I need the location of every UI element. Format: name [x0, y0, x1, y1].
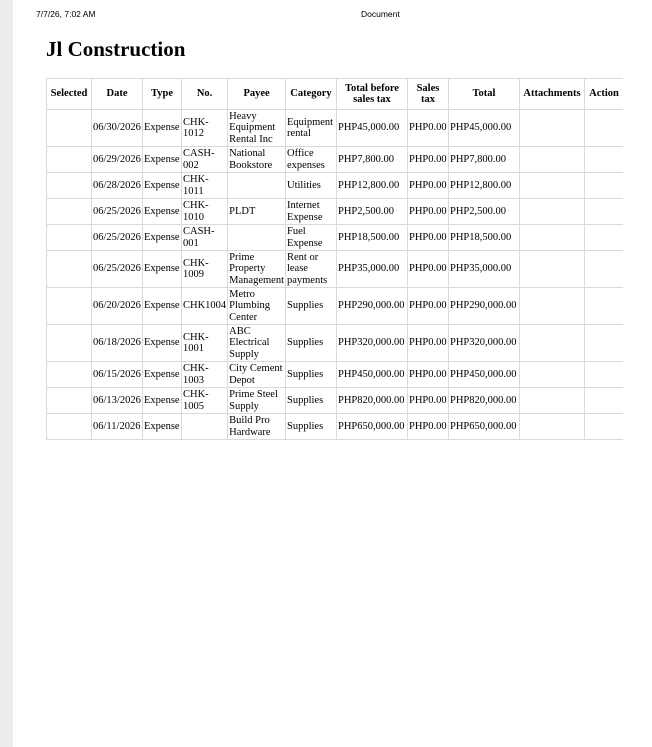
table-row: [47, 414, 623, 440]
table-row: [47, 173, 623, 199]
cell-attachments: [519, 251, 584, 288]
table-row: [47, 199, 623, 225]
table-row: [47, 251, 623, 288]
cell-date: 06/30/2026: [92, 110, 143, 147]
cell-total-before-tax: PHP820,000.00: [336, 388, 407, 414]
cell-type: Expense: [143, 325, 182, 362]
cell-total: PHP18,500.00: [448, 225, 519, 251]
cell-type: Expense: [143, 288, 182, 325]
cell-total: PHP2,500.00: [448, 199, 519, 225]
cell-category: Supplies: [285, 325, 336, 362]
cell-number: CHK-1011: [182, 173, 228, 199]
cell-total: PHP290,000.00: [448, 288, 519, 325]
cell-selected: [47, 388, 92, 414]
cell-type: Expense: [143, 388, 182, 414]
cell-total-before-tax: PHP45,000.00: [336, 110, 407, 147]
cell-sales-tax: PHP0.00: [407, 388, 448, 414]
cell-number: CHK-1003: [182, 362, 228, 388]
cell-number: CHK-1001: [182, 325, 228, 362]
cell-action: [584, 199, 623, 225]
cell-payee: [228, 173, 286, 199]
cell-attachments: [519, 388, 584, 414]
cell-total: PHP650,000.00: [448, 414, 519, 440]
cell-selected: [47, 110, 92, 147]
cell-date: 06/29/2026: [92, 147, 143, 173]
cell-sales-tax: PHP0.00: [407, 325, 448, 362]
cell-action: [584, 173, 623, 199]
cell-attachments: [519, 225, 584, 251]
cell-selected: [47, 225, 92, 251]
cell-number: CHK1004: [182, 288, 228, 325]
cell-total: PHP45,000.00: [448, 110, 519, 147]
cell-action: [584, 147, 623, 173]
cell-date: 06/15/2026: [92, 362, 143, 388]
col-header-attachments: Attachments: [519, 79, 584, 110]
cell-payee: National Bookstore: [228, 147, 286, 173]
cell-total: PHP12,800.00: [448, 173, 519, 199]
cell-action: [584, 414, 623, 440]
cell-number: CHK-1012: [182, 110, 228, 147]
cell-number: CHK-1009: [182, 251, 228, 288]
cell-number: CASH-001: [182, 225, 228, 251]
cell-category: Supplies: [285, 388, 336, 414]
cell-date: 06/13/2026: [92, 388, 143, 414]
cell-total-before-tax: PHP320,000.00: [336, 325, 407, 362]
cell-category: Equipment rental: [285, 110, 336, 147]
cell-action: [584, 225, 623, 251]
cell-number: CHK-1010: [182, 199, 228, 225]
col-header-no: No.: [182, 79, 228, 110]
cell-category: Internet Expense: [285, 199, 336, 225]
table-row: [47, 147, 623, 173]
cell-total-before-tax: PHP290,000.00: [336, 288, 407, 325]
col-header-total-before-tax: Total before sales tax: [336, 79, 407, 110]
cell-type: Expense: [143, 147, 182, 173]
col-header-selected: Selected: [47, 79, 92, 110]
cell-total-before-tax: PHP450,000.00: [336, 362, 407, 388]
cell-total-before-tax: PHP7,800.00: [336, 147, 407, 173]
cell-total-before-tax: PHP2,500.00: [336, 199, 407, 225]
cell-type: Expense: [143, 110, 182, 147]
cell-total: PHP450,000.00: [448, 362, 519, 388]
cell-total-before-tax: PHP650,000.00: [336, 414, 407, 440]
cell-sales-tax: PHP0.00: [407, 147, 448, 173]
cell-sales-tax: PHP0.00: [407, 225, 448, 251]
cell-number: [182, 414, 228, 440]
cell-date: 06/18/2026: [92, 325, 143, 362]
cell-date: 06/25/2026: [92, 225, 143, 251]
cell-payee: City Cement Depot: [228, 362, 286, 388]
table-body: [47, 110, 623, 440]
col-header-sales-tax: Sales tax: [407, 79, 448, 110]
cell-selected: [47, 147, 92, 173]
cell-selected: [47, 173, 92, 199]
col-header-action: Action: [584, 79, 623, 110]
cell-type: Expense: [143, 414, 182, 440]
table-row: [47, 225, 623, 251]
table-row: [47, 288, 623, 325]
table-row: [47, 325, 623, 362]
cell-action: [584, 288, 623, 325]
cell-action: [584, 110, 623, 147]
print-page: [13, 0, 652, 747]
cell-payee: PLDT: [228, 199, 286, 225]
table-row: [47, 388, 623, 414]
cell-attachments: [519, 173, 584, 199]
cell-total-before-tax: PHP35,000.00: [336, 251, 407, 288]
print-timestamp: 7/7/26, 7:02 AM: [36, 9, 96, 19]
cell-category: Utilities: [285, 173, 336, 199]
cell-total: PHP820,000.00: [448, 388, 519, 414]
cell-attachments: [519, 288, 584, 325]
cell-attachments: [519, 147, 584, 173]
cell-date: 06/25/2026: [92, 251, 143, 288]
cell-total: PHP35,000.00: [448, 251, 519, 288]
cell-category: Office expenses: [285, 147, 336, 173]
table-header-row: [47, 79, 623, 110]
cell-date: 06/20/2026: [92, 288, 143, 325]
cell-payee: Prime Steel Supply: [228, 388, 286, 414]
print-document-title: Document: [361, 9, 400, 19]
cell-sales-tax: PHP0.00: [407, 362, 448, 388]
cell-date: 06/28/2026: [92, 173, 143, 199]
col-header-payee: Payee: [228, 79, 286, 110]
cell-action: [584, 325, 623, 362]
cell-category: Rent or lease payments: [285, 251, 336, 288]
cell-category: Fuel Expense: [285, 225, 336, 251]
cell-action: [584, 362, 623, 388]
cell-sales-tax: PHP0.00: [407, 199, 448, 225]
cell-total-before-tax: PHP18,500.00: [336, 225, 407, 251]
col-header-total: Total: [448, 79, 519, 110]
cell-category: Supplies: [285, 288, 336, 325]
cell-selected: [47, 325, 92, 362]
cell-sales-tax: PHP0.00: [407, 414, 448, 440]
cell-total: PHP7,800.00: [448, 147, 519, 173]
cell-attachments: [519, 362, 584, 388]
cell-date: 06/25/2026: [92, 199, 143, 225]
cell-payee: Heavy Equipment Rental Inc: [228, 110, 286, 147]
cell-date: 06/11/2026: [92, 414, 143, 440]
cell-selected: [47, 414, 92, 440]
cell-attachments: [519, 199, 584, 225]
cell-attachments: [519, 325, 584, 362]
col-header-date: Date: [92, 79, 143, 110]
cell-type: Expense: [143, 362, 182, 388]
cell-selected: [47, 288, 92, 325]
cell-total-before-tax: PHP12,800.00: [336, 173, 407, 199]
cell-total: PHP320,000.00: [448, 325, 519, 362]
cell-number: CASH-002: [182, 147, 228, 173]
col-header-type: Type: [143, 79, 182, 110]
cell-attachments: [519, 414, 584, 440]
cell-category: Supplies: [285, 362, 336, 388]
cell-number: CHK-1005: [182, 388, 228, 414]
transactions-table: [46, 78, 623, 440]
company-title: Jl Construction: [46, 37, 186, 61]
table-row: [47, 110, 623, 147]
table-row: [47, 362, 623, 388]
cell-type: Expense: [143, 225, 182, 251]
cell-payee: [228, 225, 286, 251]
cell-selected: [47, 251, 92, 288]
col-header-category: Category: [285, 79, 336, 110]
cell-attachments: [519, 110, 584, 147]
cell-category: Supplies: [285, 414, 336, 440]
cell-selected: [47, 199, 92, 225]
cell-sales-tax: PHP0.00: [407, 173, 448, 199]
cell-selected: [47, 362, 92, 388]
cell-payee: Prime Property Management: [229, 251, 284, 286]
cell-sales-tax: PHP0.00: [407, 110, 448, 147]
cell-sales-tax: PHP0.00: [407, 288, 448, 325]
cell-payee: Metro Plumbing Center: [228, 288, 286, 325]
cell-action: [584, 388, 623, 414]
cell-action: [584, 251, 623, 288]
cell-type: Expense: [143, 199, 182, 225]
cell-sales-tax: PHP0.00: [407, 251, 448, 288]
cell-payee: Build Pro Hardware: [228, 414, 286, 440]
cell-type: Expense: [143, 251, 182, 288]
cell-payee: ABC Electrical Supply: [228, 325, 286, 362]
cell-type: Expense: [143, 173, 182, 199]
